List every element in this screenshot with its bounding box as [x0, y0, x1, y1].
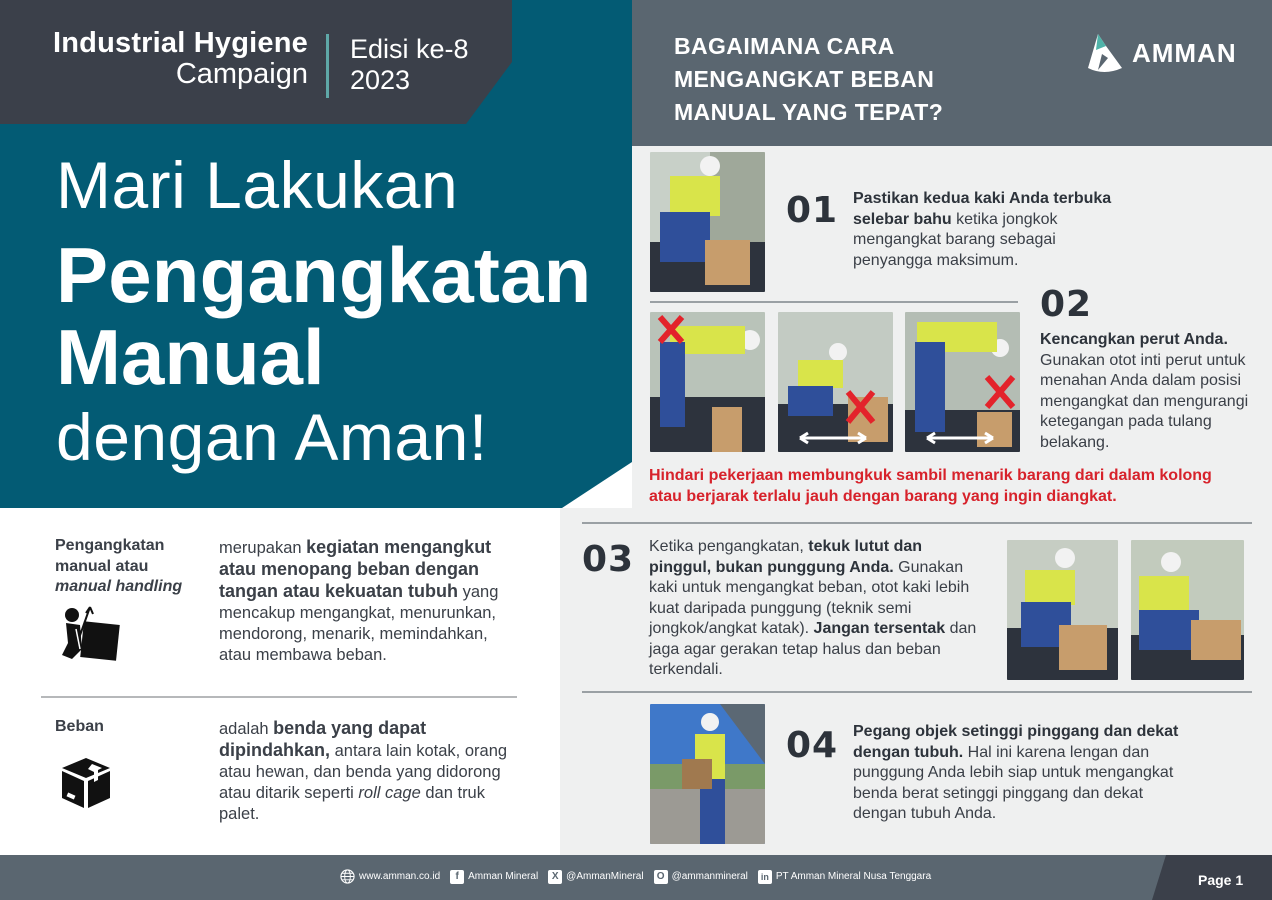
step-02-number: 02	[1040, 284, 1093, 325]
definition-body-manual-handling	[219, 537, 519, 666]
amman-mountain-logo-icon	[1084, 32, 1124, 74]
right-header-title	[674, 30, 943, 129]
right-header-title-line3: MANUAL YANG TEPAT?	[674, 99, 944, 125]
footer-link-linkedin[interactable]	[758, 870, 931, 884]
footer-link-facebook[interactable]	[450, 870, 538, 884]
step-01-number: 01	[786, 190, 839, 231]
linkedin-icon: in	[758, 870, 772, 884]
step-divider-2	[582, 522, 1252, 524]
title-divider	[326, 34, 329, 98]
step-03-intro: Ketika pengangkatan,	[649, 538, 809, 555]
step-divider-3	[582, 691, 1252, 693]
step-03-number: 03	[582, 539, 635, 580]
hero-headline-line1: Mari Lakukan	[56, 148, 459, 222]
definition-bold: benda yang dapat dipindahkan,	[219, 718, 427, 760]
step-04-bold: Pegang objek setinggi pinggang dan dekat dengan tubuh.	[853, 723, 1179, 761]
definition-pre: merupakan	[219, 539, 307, 557]
step-01-body: ketika jongkok mengangkat barang sebagai penyangga maksimum.	[853, 210, 1058, 269]
campaign-title-line2: Campaign	[175, 58, 308, 91]
step-03-photo-2	[1131, 540, 1244, 680]
x-twitter-icon: X	[548, 870, 562, 884]
step-03-body: Gunakan kaki untuk mengangkat beban, otot kaki lebih kuat daripada punggung (teknik semi jongkok/angkat katak).	[649, 558, 970, 637]
definition-divider	[41, 696, 517, 698]
right-header-title-line1: BAGAIMANA CARA	[674, 33, 895, 59]
step-02-warning: Hindari pekerjaan membungkuk sambil menarik barang dari dalam kolong atau berjarak terlalu jauh dengan barang yang ingin diangkat.	[649, 467, 1212, 505]
footer-link-label: Amman Mineral	[468, 871, 539, 882]
campaign-title-line1: Industrial Hygiene	[53, 27, 308, 59]
definition-italic: roll cage	[358, 784, 421, 802]
step-01-photo	[650, 152, 765, 292]
footer-link-label: www.amman.co.id	[359, 871, 441, 882]
step-03-warning: Jangan tersentak	[813, 620, 946, 637]
hero-headline-line4: dengan Aman!	[56, 400, 488, 474]
footer-link-label: @ammanmineral	[671, 871, 748, 882]
step-02-photo-wrong-3	[905, 312, 1020, 452]
definition-bold: kegiatan mengangkut atau menopang beban dengan tangan atau kekuatan tubuh	[219, 537, 492, 601]
definition-term-beban: Beban	[55, 718, 104, 735]
definition-term-line1: Pengangkatan	[55, 537, 165, 554]
step-02-bold: Kencangkan perut Anda.	[1040, 331, 1228, 348]
page-number: Page 1	[1198, 872, 1244, 888]
step-02-photo-wrong-2	[778, 312, 893, 452]
footer-link-label: @AmmanMineral	[566, 871, 644, 882]
step-04-photo	[650, 704, 765, 844]
step-02-photo-wrong-1	[650, 312, 765, 452]
definition-term-italic: manual handling	[55, 578, 183, 595]
edition-info	[350, 34, 469, 97]
definition-end: dan truk palet.	[219, 784, 485, 823]
step-02-body: Gunakan otot inti perut untuk menahan Anda dalam posisi mengangkat dan mengurangi ketegangan pada tulang belakang.	[1040, 351, 1249, 451]
step-03-outro: dan jaga agar gerakan tetap halus dan beban terkendali.	[649, 620, 977, 678]
hero-headline-line2: Pengangkatan	[56, 231, 592, 319]
step-03-text	[649, 537, 984, 681]
definition-pre: adalah	[219, 720, 274, 738]
step-04-body: Hal ini karena lengan dan punggung Anda lebih siap untuk mengangkat benda berat setinggi pinggang dan dekat dengan tubuh Anda.	[853, 743, 1174, 822]
package-box-icon	[58, 754, 114, 815]
edition-year: 2023	[350, 65, 411, 96]
step-04-number: 04	[786, 725, 839, 766]
footer-link-website[interactable]	[340, 869, 440, 884]
definition-body-beban	[219, 718, 509, 825]
step-03-photo-1	[1007, 540, 1118, 680]
step-01-text	[853, 189, 1133, 271]
step-03-bold: tekuk lutut dan pinggul, bukan punggung Anda.	[649, 538, 923, 576]
right-header-title-line2: MENGANGKAT BEBAN	[674, 66, 935, 92]
facebook-icon: f	[450, 870, 464, 884]
instagram-icon: O	[654, 870, 668, 884]
step-01-bold: Pastikan kedua kaki Anda terbuka selebar bahu	[853, 190, 1112, 228]
footer-links	[340, 869, 931, 884]
definition-post: yang mencakup mengangkat, menurunkan, mendorong, menarik, memindahkan, atau membawa beban.	[219, 583, 499, 664]
step-02-text	[1040, 330, 1265, 453]
step-divider-1	[650, 301, 1018, 303]
amman-logo	[1084, 32, 1237, 74]
person-lifting-box-icon	[58, 603, 122, 668]
definition-post: antara lain kotak, orang atau hewan, dan benda yang didorong atau ditarik seperti	[219, 742, 508, 802]
logo-text: AMMAN	[1132, 37, 1237, 68]
footer-link-label: PT Amman Mineral Nusa Tenggara	[775, 871, 932, 882]
step-04-text	[853, 722, 1183, 825]
campaign-title	[36, 28, 308, 91]
footer-link-x[interactable]	[548, 870, 643, 884]
hero-headline-line3: Manual	[56, 313, 325, 401]
definition-term-line2: manual atau	[55, 557, 149, 575]
definition-term-manual-handling	[55, 536, 182, 598]
footer-link-instagram[interactable]	[654, 870, 748, 884]
globe-icon	[340, 869, 355, 884]
edition-number: Edisi ke-8	[350, 34, 469, 64]
